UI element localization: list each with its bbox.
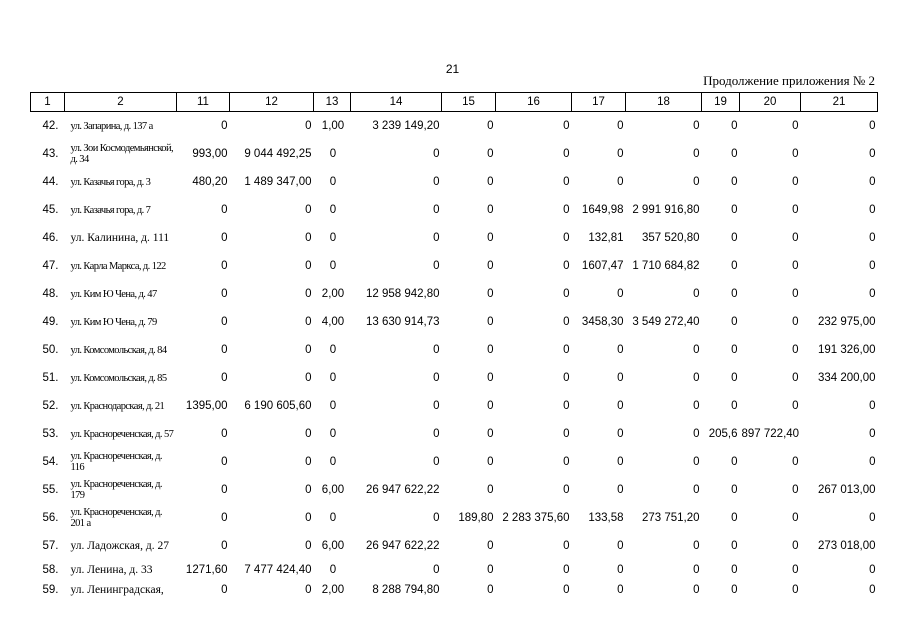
value-cell-14: 0 [433, 564, 440, 576]
value-cell-14: 3 239 149,20 [372, 120, 440, 132]
value-cell-11: 0 [221, 120, 228, 132]
address-cell: ул. Ладожская, д. 27 [70, 539, 169, 552]
value-cell-14: 0 [433, 512, 440, 524]
value-cell-20: 0 [792, 564, 799, 576]
value-cell-15: 0 [487, 260, 494, 272]
table-row [31, 336, 878, 364]
value-cell-19: 0 [731, 288, 738, 300]
value-cell-17: 0 [617, 120, 624, 132]
value-cell-13: 2,00 [321, 584, 345, 596]
value-cell-12: 0 [305, 316, 312, 328]
value-cell-19: 0 [731, 120, 738, 132]
value-cell-21: 0 [869, 564, 876, 576]
value-cell-19: 0 [731, 512, 738, 524]
value-cell-21: 191 326,00 [817, 344, 876, 356]
value-cell-12: 0 [305, 456, 312, 468]
column-header-14: 14 [351, 93, 442, 112]
address-cell: ул. Краснореченская, д. 116 [70, 451, 162, 473]
value-cell-15: 0 [487, 120, 494, 132]
value-cell-16: 0 [563, 260, 570, 272]
value-cell-18: 357 520,80 [641, 232, 700, 244]
value-cell-14: 12 958 942,80 [365, 288, 440, 300]
value-cell-20: 0 [792, 540, 799, 552]
address-cell: ул. Краснореченская, д. 201 а [70, 507, 162, 529]
value-cell-12: 0 [305, 540, 312, 552]
value-cell-18: 0 [693, 428, 700, 440]
value-cell-21: 0 [869, 176, 876, 188]
value-cell-17: 0 [617, 540, 624, 552]
address-cell: ул. Казачья гора, д. 7 [70, 204, 151, 216]
value-cell-12: 0 [305, 372, 312, 384]
value-cell-15: 0 [487, 584, 494, 596]
row-number: 51. [42, 372, 59, 384]
value-cell-15: 189,80 [458, 512, 494, 524]
address-cell: ул. Краснореченская, д. 57 [70, 428, 174, 440]
column-header-15: 15 [442, 93, 496, 112]
value-cell-20: 0 [792, 512, 799, 524]
row-number: 56. [42, 512, 59, 524]
row-number: 55. [42, 484, 59, 496]
table-row [31, 448, 878, 476]
value-cell-16: 0 [563, 288, 570, 300]
value-cell-15: 0 [487, 176, 494, 188]
value-cell-13: 0 [329, 400, 337, 412]
column-header-2: 2 [65, 93, 177, 112]
value-cell-12: 0 [305, 512, 312, 524]
value-cell-11: 0 [221, 344, 228, 356]
value-cell-17: 132,81 [588, 232, 624, 244]
value-cell-18: 0 [693, 288, 700, 300]
value-cell-14: 0 [433, 176, 440, 188]
value-cell-20: 0 [792, 456, 799, 468]
address-cell: ул. Ленина, д. 33 [70, 563, 153, 576]
value-cell-17: 0 [617, 148, 624, 160]
row-number: 46. [42, 232, 59, 244]
value-cell-15: 0 [487, 344, 494, 356]
value-cell-21: 267 013,00 [817, 484, 876, 496]
value-cell-20: 0 [792, 372, 799, 384]
row-number: 53. [42, 428, 59, 440]
value-cell-14: 0 [433, 232, 440, 244]
value-cell-13: 0 [329, 232, 337, 244]
row-number: 48. [42, 288, 59, 300]
value-cell-12: 1 489 347,00 [244, 176, 312, 188]
value-cell-12: 0 [305, 232, 312, 244]
value-cell-13: 0 [329, 176, 337, 188]
value-cell-18: 0 [693, 400, 700, 412]
address-cell: ул. Зои Космодемьянской, д. 34 [70, 143, 173, 165]
value-cell-20: 0 [792, 400, 799, 412]
value-cell-12: 0 [305, 204, 312, 216]
table-row [31, 504, 878, 532]
value-cell-12: 0 [305, 584, 312, 596]
table-row [31, 224, 878, 252]
value-cell-19: 0 [731, 484, 738, 496]
value-cell-16: 0 [563, 564, 570, 576]
row-number: 49. [42, 316, 59, 328]
value-cell-20: 0 [792, 232, 799, 244]
value-cell-19: 0 [731, 540, 738, 552]
value-cell-19: 0 [731, 260, 738, 272]
value-cell-15: 0 [487, 372, 494, 384]
address-cell: ул. Калинина, д. 111 [70, 231, 170, 244]
value-cell-12: 0 [305, 120, 312, 132]
address-cell: ул. Ким Ю Чена, д. 79 [70, 316, 157, 328]
value-cell-19: 0 [731, 344, 738, 356]
value-cell-16: 0 [563, 484, 570, 496]
value-cell-11: 0 [221, 512, 228, 524]
value-cell-16: 0 [563, 120, 570, 132]
value-cell-15: 0 [487, 316, 494, 328]
table-row [31, 476, 878, 504]
value-cell-21: 0 [869, 456, 876, 468]
value-cell-13: 0 [329, 344, 337, 356]
value-cell-14: 0 [433, 400, 440, 412]
value-cell-13: 0 [329, 260, 337, 272]
value-cell-13: 0 [329, 564, 337, 576]
table-row [31, 196, 878, 224]
value-cell-18: 0 [693, 456, 700, 468]
value-cell-21: 0 [869, 204, 876, 216]
value-cell-11: 0 [221, 372, 228, 384]
value-cell-13: 0 [329, 456, 337, 468]
value-cell-14: 0 [433, 456, 440, 468]
value-cell-21: 273 018,00 [817, 540, 876, 552]
value-cell-17: 0 [617, 584, 624, 596]
value-cell-12: 0 [305, 428, 312, 440]
value-cell-13: 0 [329, 512, 337, 524]
value-cell-13: 6,00 [321, 484, 345, 496]
value-cell-17: 0 [617, 428, 624, 440]
value-cell-20: 0 [792, 288, 799, 300]
value-cell-14: 0 [433, 148, 440, 160]
value-cell-17: 0 [617, 400, 624, 412]
row-number: 44. [42, 176, 59, 188]
value-cell-13: 6,00 [321, 540, 345, 552]
value-cell-11: 0 [221, 540, 228, 552]
value-cell-17: 0 [617, 456, 624, 468]
value-cell-21: 0 [869, 120, 876, 132]
value-cell-16: 0 [563, 540, 570, 552]
table-row [31, 140, 878, 168]
value-cell-18: 273 751,20 [641, 512, 700, 524]
column-header-1: 1 [31, 93, 65, 112]
value-cell-18: 0 [693, 176, 700, 188]
data-table [30, 92, 878, 600]
value-cell-13: 0 [329, 428, 337, 440]
address-cell: ул. Краснореченская, д. 179 [70, 479, 162, 501]
value-cell-21: 0 [869, 512, 876, 524]
value-cell-11: 0 [221, 260, 228, 272]
value-cell-12: 6 190 605,60 [244, 400, 312, 412]
value-cell-17: 0 [617, 564, 624, 576]
value-cell-15: 0 [487, 564, 494, 576]
address-cell: ул. Комсомольская, д. 85 [70, 372, 167, 384]
column-header-17: 17 [572, 93, 626, 112]
address-cell: ул. Карла Маркса, д. 122 [70, 260, 166, 272]
value-cell-11: 0 [221, 428, 228, 440]
value-cell-15: 0 [487, 456, 494, 468]
value-cell-11: 0 [221, 484, 228, 496]
row-number: 45. [42, 204, 59, 216]
value-cell-21: 0 [869, 584, 876, 596]
address-cell: ул. Запарина, д. 137 а [70, 120, 153, 132]
value-cell-17: 1649,98 [581, 204, 624, 216]
value-cell-17: 1607,47 [581, 260, 624, 272]
address-cell: ул. Ким Ю Чена, д. 47 [70, 288, 157, 300]
header-row [31, 93, 878, 112]
value-cell-13: 1,00 [321, 120, 345, 132]
value-cell-20: 0 [792, 584, 799, 596]
value-cell-19: 0 [731, 148, 738, 160]
page-number: 21 [445, 62, 460, 76]
value-cell-16: 0 [563, 148, 570, 160]
value-cell-17: 133,58 [588, 512, 624, 524]
value-cell-19: 0 [731, 204, 738, 216]
table-row [31, 420, 878, 448]
value-cell-11: 480,20 [192, 176, 228, 188]
value-cell-20: 0 [792, 344, 799, 356]
value-cell-11: 0 [221, 204, 228, 216]
value-cell-14: 26 947 622,22 [365, 484, 440, 496]
row-number: 54. [42, 456, 59, 468]
value-cell-16: 0 [563, 428, 570, 440]
value-cell-19: 0 [731, 372, 738, 384]
value-cell-21: 0 [869, 400, 876, 412]
value-cell-18: 0 [693, 540, 700, 552]
row-number: 42. [42, 120, 59, 132]
value-cell-11: 0 [221, 584, 228, 596]
address-cell: ул. Краснодарская, д. 21 [70, 400, 165, 412]
value-cell-19: 0 [731, 400, 738, 412]
column-header-18: 18 [626, 93, 702, 112]
table-row [31, 252, 878, 280]
column-header-20: 20 [740, 93, 801, 112]
row-number: 47. [42, 260, 59, 272]
value-cell-18: 0 [693, 120, 700, 132]
value-cell-15: 0 [487, 288, 494, 300]
table-row [31, 392, 878, 420]
table-row [31, 168, 878, 196]
table-row [31, 364, 878, 392]
row-number: 50. [42, 344, 59, 356]
value-cell-17: 0 [617, 344, 624, 356]
value-cell-15: 0 [487, 484, 494, 496]
value-cell-20: 897 722,40 [741, 428, 800, 440]
value-cell-11: 1271,60 [185, 564, 228, 576]
value-cell-16: 0 [563, 456, 570, 468]
value-cell-19: 0 [731, 176, 738, 188]
value-cell-15: 0 [487, 148, 494, 160]
column-header-19: 19 [702, 93, 740, 112]
value-cell-17: 0 [617, 176, 624, 188]
value-cell-18: 0 [693, 372, 700, 384]
value-cell-21: 334 200,00 [817, 372, 876, 384]
value-cell-12: 0 [305, 484, 312, 496]
value-cell-18: 0 [693, 564, 700, 576]
value-cell-18: 3 549 272,40 [632, 316, 700, 328]
value-cell-19: 0 [731, 564, 738, 576]
value-cell-14: 0 [433, 204, 440, 216]
value-cell-15: 0 [487, 428, 494, 440]
value-cell-12: 0 [305, 288, 312, 300]
value-cell-16: 0 [563, 316, 570, 328]
value-cell-14: 0 [433, 344, 440, 356]
value-cell-13: 0 [329, 148, 337, 160]
table-row [31, 280, 878, 308]
value-cell-21: 0 [869, 428, 876, 440]
value-cell-20: 0 [792, 120, 799, 132]
value-cell-14: 0 [433, 428, 440, 440]
value-cell-17: 3458,30 [581, 316, 624, 328]
address-cell: ул. Комсомольская, д. 84 [70, 344, 167, 356]
value-cell-15: 0 [487, 232, 494, 244]
value-cell-21: 0 [869, 288, 876, 300]
row-number: 43. [42, 148, 59, 160]
table-row [31, 580, 878, 600]
table-body [31, 112, 878, 601]
value-cell-18: 2 991 916,80 [632, 204, 700, 216]
value-cell-13: 2,00 [321, 288, 345, 300]
value-cell-19: 0 [731, 316, 738, 328]
value-cell-19: 0 [731, 584, 738, 596]
table-header [31, 93, 878, 112]
value-cell-19: 0 [731, 232, 738, 244]
value-cell-16: 2 283 375,60 [502, 512, 570, 524]
value-cell-16: 0 [563, 372, 570, 384]
value-cell-20: 0 [792, 176, 799, 188]
value-cell-11: 0 [221, 316, 228, 328]
row-number: 57. [42, 540, 59, 552]
address-cell: ул. Ленинградская, [70, 583, 164, 596]
value-cell-15: 0 [487, 204, 494, 216]
value-cell-18: 0 [693, 148, 700, 160]
value-cell-14: 26 947 622,22 [365, 540, 440, 552]
column-header-16: 16 [496, 93, 572, 112]
column-header-11: 11 [177, 93, 230, 112]
value-cell-16: 0 [563, 232, 570, 244]
value-cell-11: 0 [221, 456, 228, 468]
value-cell-13: 0 [329, 204, 337, 216]
value-cell-11: 0 [221, 288, 228, 300]
value-cell-17: 0 [617, 288, 624, 300]
value-cell-11: 0 [221, 232, 228, 244]
value-cell-16: 0 [563, 400, 570, 412]
value-cell-12: 9 044 492,25 [244, 148, 312, 160]
value-cell-14: 0 [433, 372, 440, 384]
value-cell-20: 0 [792, 484, 799, 496]
column-header-21: 21 [801, 93, 878, 112]
value-cell-16: 0 [563, 204, 570, 216]
value-cell-20: 0 [792, 260, 799, 272]
value-cell-12: 7 477 424,40 [244, 564, 312, 576]
value-cell-11: 993,00 [192, 148, 228, 160]
value-cell-18: 0 [693, 344, 700, 356]
value-cell-15: 0 [487, 540, 494, 552]
value-cell-16: 0 [563, 344, 570, 356]
value-cell-12: 0 [305, 344, 312, 356]
value-cell-19: 0 [731, 456, 738, 468]
value-cell-20: 0 [792, 204, 799, 216]
value-cell-18: 0 [693, 484, 700, 496]
value-cell-14: 13 630 914,73 [365, 316, 440, 328]
column-header-13: 13 [314, 93, 351, 112]
value-cell-20: 0 [792, 148, 799, 160]
row-number: 59. [42, 584, 59, 596]
value-cell-12: 0 [305, 260, 312, 272]
value-cell-18: 0 [693, 584, 700, 596]
row-number: 58. [42, 564, 59, 576]
value-cell-18: 1 710 684,82 [632, 260, 700, 272]
table-row [31, 112, 878, 141]
value-cell-16: 0 [563, 584, 570, 596]
value-cell-17: 0 [617, 372, 624, 384]
value-cell-13: 0 [329, 372, 337, 384]
column-header-12: 12 [230, 93, 314, 112]
value-cell-21: 232 975,00 [817, 316, 876, 328]
row-number: 52. [42, 400, 59, 412]
value-cell-21: 0 [869, 260, 876, 272]
value-cell-16: 0 [563, 176, 570, 188]
value-cell-11: 1395,00 [185, 400, 228, 412]
value-cell-20: 0 [792, 316, 799, 328]
value-cell-14: 8 288 794,80 [372, 584, 440, 596]
appendix-continuation-title: Продолжение приложения № 2 [703, 73, 875, 88]
address-cell: ул. Казачья гора, д. 3 [70, 176, 151, 188]
value-cell-14: 0 [433, 260, 440, 272]
value-cell-21: 0 [869, 232, 876, 244]
table-row [31, 308, 878, 336]
table-row [31, 532, 878, 560]
value-cell-15: 0 [487, 400, 494, 412]
value-cell-19: 205,6 [708, 428, 738, 440]
value-cell-21: 0 [869, 148, 876, 160]
value-cell-17: 0 [617, 484, 624, 496]
table-row [31, 560, 878, 580]
value-cell-13: 4,00 [321, 316, 345, 328]
